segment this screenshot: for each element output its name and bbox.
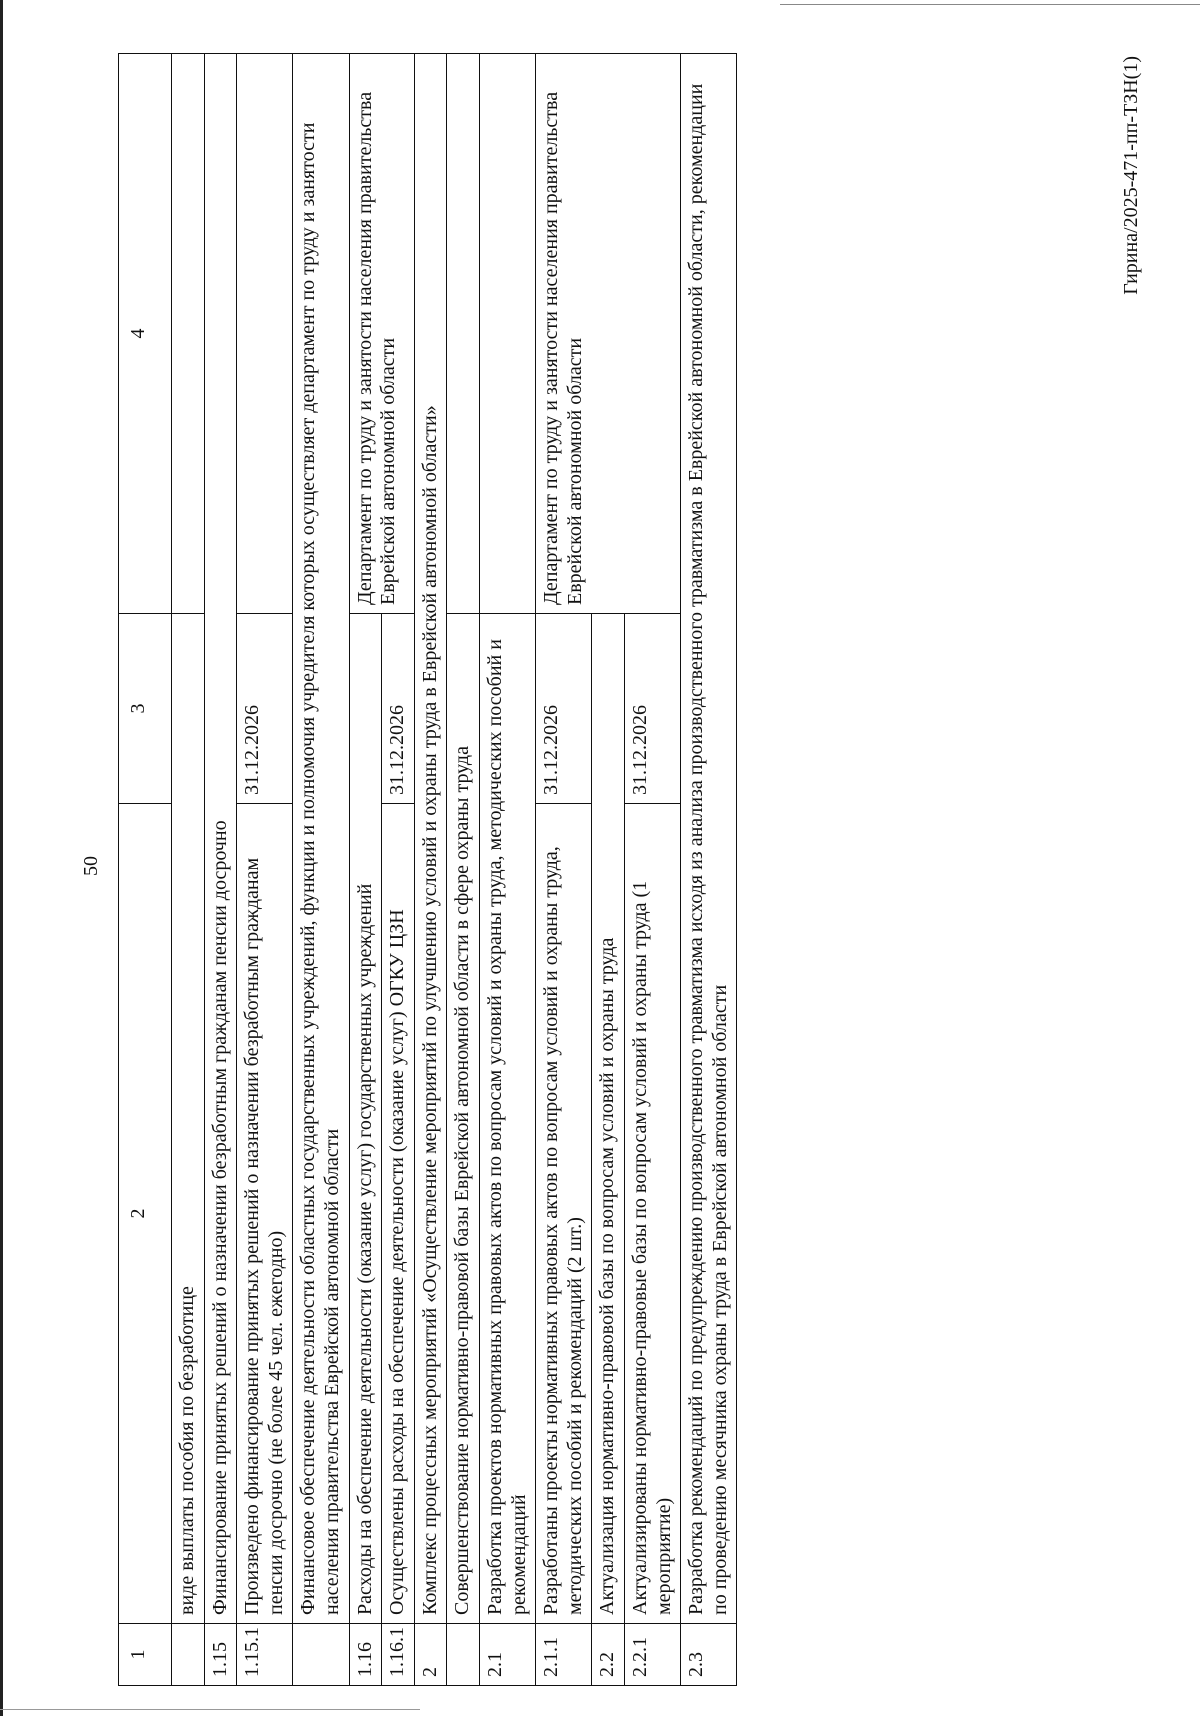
row-date: 31.12.2026 <box>237 614 293 804</box>
row-text: Произведено финансирование принятых решений о назначении безработным гражданам пенсии досрочно (не более 45 чел. ежегодно) <box>237 804 293 1624</box>
page-number: 50 <box>80 856 102 876</box>
header-col-2: 2 <box>119 804 172 1624</box>
row-number <box>172 1624 205 1686</box>
row-text: Совершенствование нормативно-правовой базы Еврейской автономной области в сфере охраны труда <box>447 614 480 1624</box>
row-responsible: Департамент по труду и занятости населения правительства Еврейской автономной области <box>536 54 681 614</box>
row-number: 2.1 <box>479 1624 535 1686</box>
header-col-1: 1 <box>119 1624 172 1686</box>
table-row <box>479 54 535 1686</box>
row-text: Финансирование принятых решений о назначении безработным гражданам пенсии досрочно <box>204 54 237 1624</box>
row-responsible <box>479 54 535 614</box>
row-number: 2.2.1 <box>624 1624 680 1686</box>
row-number: 2.3 <box>681 1624 737 1686</box>
row-text: Разработка проектов нормативных правовых актов по вопросам условий и охраны труда, методических пособий и рекомендаций <box>479 614 535 1624</box>
row-text: Разработаны проекты нормативных правовых актов по вопросам условий и охраны труда, методических пособий и рекомендаций (2 шт.) <box>536 804 592 1624</box>
row-date: 31.12.2026 <box>624 614 680 804</box>
header-col-4: 4 <box>119 54 172 614</box>
table-row <box>536 54 592 1686</box>
row-number <box>293 1624 349 1686</box>
row-number: 1.16.1 <box>382 1624 415 1686</box>
table-row <box>349 54 382 1686</box>
table-row <box>447 54 480 1686</box>
footer-document-code: Гирина/2025-471-пп-ТЗН(1) <box>1120 56 1142 295</box>
row-responsible <box>172 54 205 614</box>
row-text: Расходы на обеспечение деятельности (оказание услуг) государственных учреждений <box>349 614 382 1624</box>
measures-table <box>118 53 737 1686</box>
row-number: 2.2 <box>592 1624 625 1686</box>
table-row <box>414 54 447 1686</box>
table-row <box>237 54 293 1686</box>
row-text: Актуализированы нормативно-правовые базы по вопросам условий и охраны труда (1 мероприятие) <box>624 804 680 1624</box>
row-number: 2.1.1 <box>536 1624 592 1686</box>
row-responsible <box>237 54 293 614</box>
row-text: виде выплаты пособия по безработице <box>172 614 205 1624</box>
table-row <box>172 54 205 1686</box>
row-text: Финансовое обеспечение деятельности областных государственных учреждений, функции и полномочия учредителя которых осуществляет департамент по труду и занятости населения правительства Еврейской автономной области <box>293 54 349 1624</box>
header-col-3: 3 <box>119 614 172 804</box>
table-header-row <box>119 54 172 1686</box>
row-text: Разработка рекомендаций по предупреждению производственного травматизма исходя из анализа производственного травматизма в Еврейской автономной области, рекомендации по проведению месячника охраны труда в Еврейской автономной области <box>681 54 737 1624</box>
row-number: 1.15.1 <box>237 1624 293 1686</box>
row-date: 31.12.2026 <box>536 614 592 804</box>
row-text: Актуализация нормативно-правовой базы по вопросам условий и охраны труда <box>592 614 625 1624</box>
row-date: 31.12.2026 <box>382 614 415 804</box>
table-row <box>204 54 237 1686</box>
row-number: 1.16 <box>349 1624 382 1686</box>
row-number: 2 <box>414 1624 447 1686</box>
row-text: Осуществлены расходы на обеспечение деятельности (оказание услуг) ОГКУ ЦЗН <box>382 804 415 1624</box>
row-responsible: Департамент по труду и занятости населения правительства Еврейской автономной области <box>349 54 414 614</box>
row-number <box>447 1624 480 1686</box>
table-row <box>293 54 349 1686</box>
row-responsible <box>447 54 480 614</box>
row-text: Комплекс процессных мероприятий «Осуществление мероприятий по улучшению условий и охраны труда в Еврейской автономной области» <box>414 54 447 1624</box>
table-row <box>681 54 737 1686</box>
row-number: 1.15 <box>204 1624 237 1686</box>
